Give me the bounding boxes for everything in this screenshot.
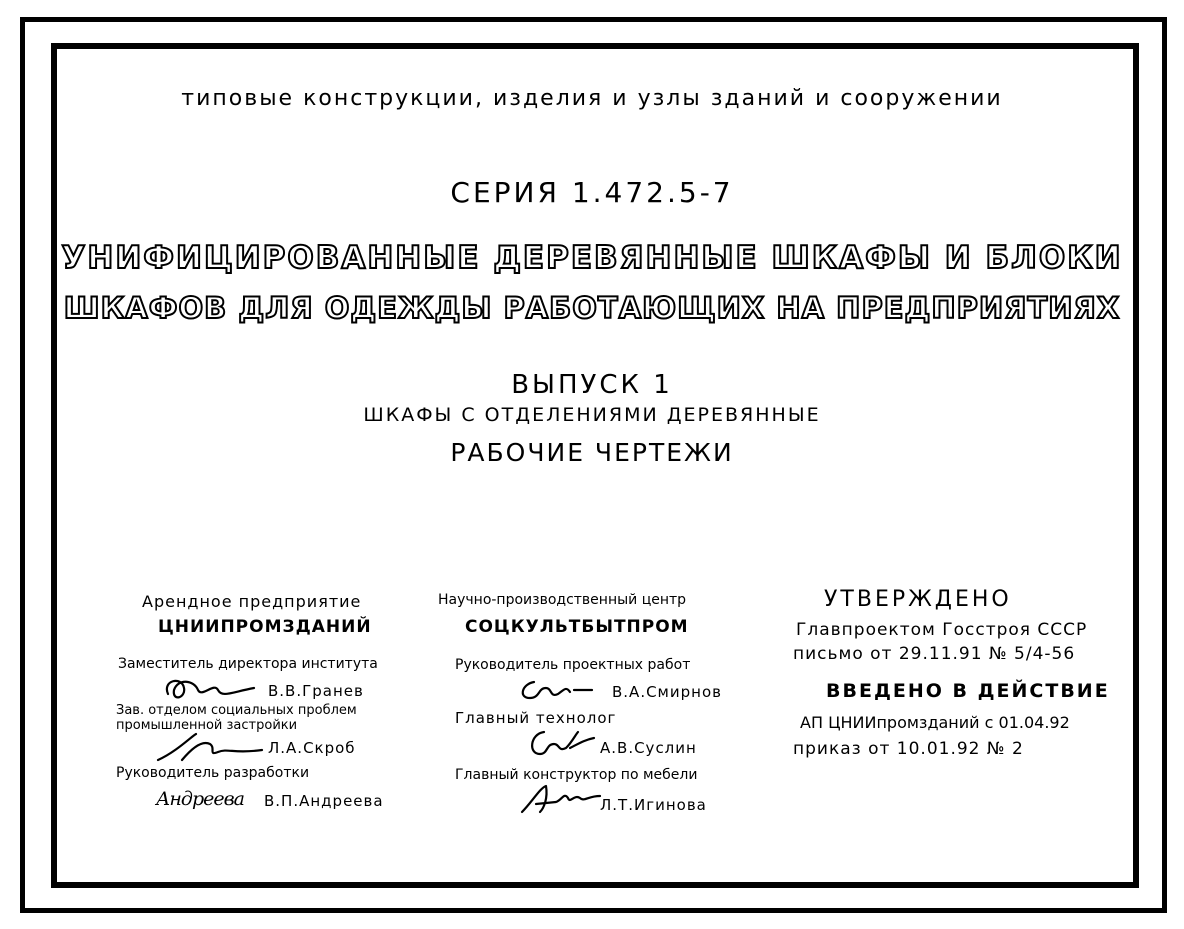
signature-andreeva: Андреева bbox=[156, 788, 244, 810]
approval-letter: письмо от 29.11.91 № 5/4-56 bbox=[793, 644, 1076, 664]
middle-org-name: СОЦКУЛЬТБЫТПРОМ bbox=[465, 617, 689, 637]
signature-iginova bbox=[518, 782, 602, 816]
issue-label: ВЫПУСК 1 bbox=[511, 370, 673, 400]
approved-by: Главпроектом Госстроя СССР bbox=[796, 620, 1088, 640]
enactment-order: приказ от 10.01.92 № 2 bbox=[793, 739, 1024, 759]
series-number: СЕРИЯ 1.472.5-7 bbox=[450, 176, 734, 209]
title-line-1: УНИФИЦИРОВАННЫЕ ДЕРЕВЯННЫЕ ШКАФЫ И БЛОКИ bbox=[61, 240, 1123, 276]
middle-name-3: Л.Т.Игинова bbox=[600, 796, 707, 814]
left-name-1: В.В.Гранев bbox=[268, 682, 364, 700]
middle-org-type: Научно-производственный центр bbox=[438, 592, 687, 608]
left-role-2b: промышленной застройки bbox=[116, 718, 298, 733]
left-org-type: Арендное предприятие bbox=[142, 592, 362, 611]
left-org-name: ЦНИИПРОМЗДАНИЙ bbox=[158, 617, 372, 637]
approved-heading: УТВЕРЖДЕНО bbox=[824, 587, 1012, 612]
header-line: типовые конструкции, изделия и узлы зданий и сооружении bbox=[181, 86, 1003, 111]
document-type: РАБОЧИЕ ЧЕРТЕЖИ bbox=[450, 438, 734, 467]
enacted-by: АП ЦНИИпромзданий с 01.04.92 bbox=[800, 713, 1070, 732]
signature-smirnov bbox=[516, 676, 594, 704]
enacted-heading: ВВЕДЕНО В ДЕЙСТВИЕ bbox=[826, 680, 1110, 702]
middle-name-1: В.А.Смирнов bbox=[612, 683, 722, 701]
title-line-2: ШКАФОВ ДЛЯ ОДЕЖДЫ РАБОТАЮЩИХ НА ПРЕДПРИЯТИЯХ bbox=[63, 291, 1121, 325]
middle-role-3: Главный конструктор по мебели bbox=[455, 767, 698, 783]
issue-subtitle: ШКАФЫ С ОТДЕЛЕНИЯМИ ДЕРЕВЯННЫЕ bbox=[363, 404, 821, 426]
left-role-3: Руководитель разработки bbox=[116, 765, 310, 781]
middle-role-2: Главный технолог bbox=[455, 709, 617, 727]
left-role-2a: Зав. отделом социальных проблем bbox=[116, 703, 357, 718]
middle-name-2: А.В.Суслин bbox=[600, 739, 697, 757]
middle-role-1: Руководитель проектных работ bbox=[455, 657, 691, 673]
left-name-2: Л.А.Скроб bbox=[268, 739, 356, 757]
left-name-3: В.П.Андреева bbox=[264, 792, 384, 810]
left-role-1: Заместитель директора института bbox=[118, 656, 378, 672]
signature-suslin bbox=[524, 726, 596, 760]
signature-skrob bbox=[152, 730, 264, 766]
